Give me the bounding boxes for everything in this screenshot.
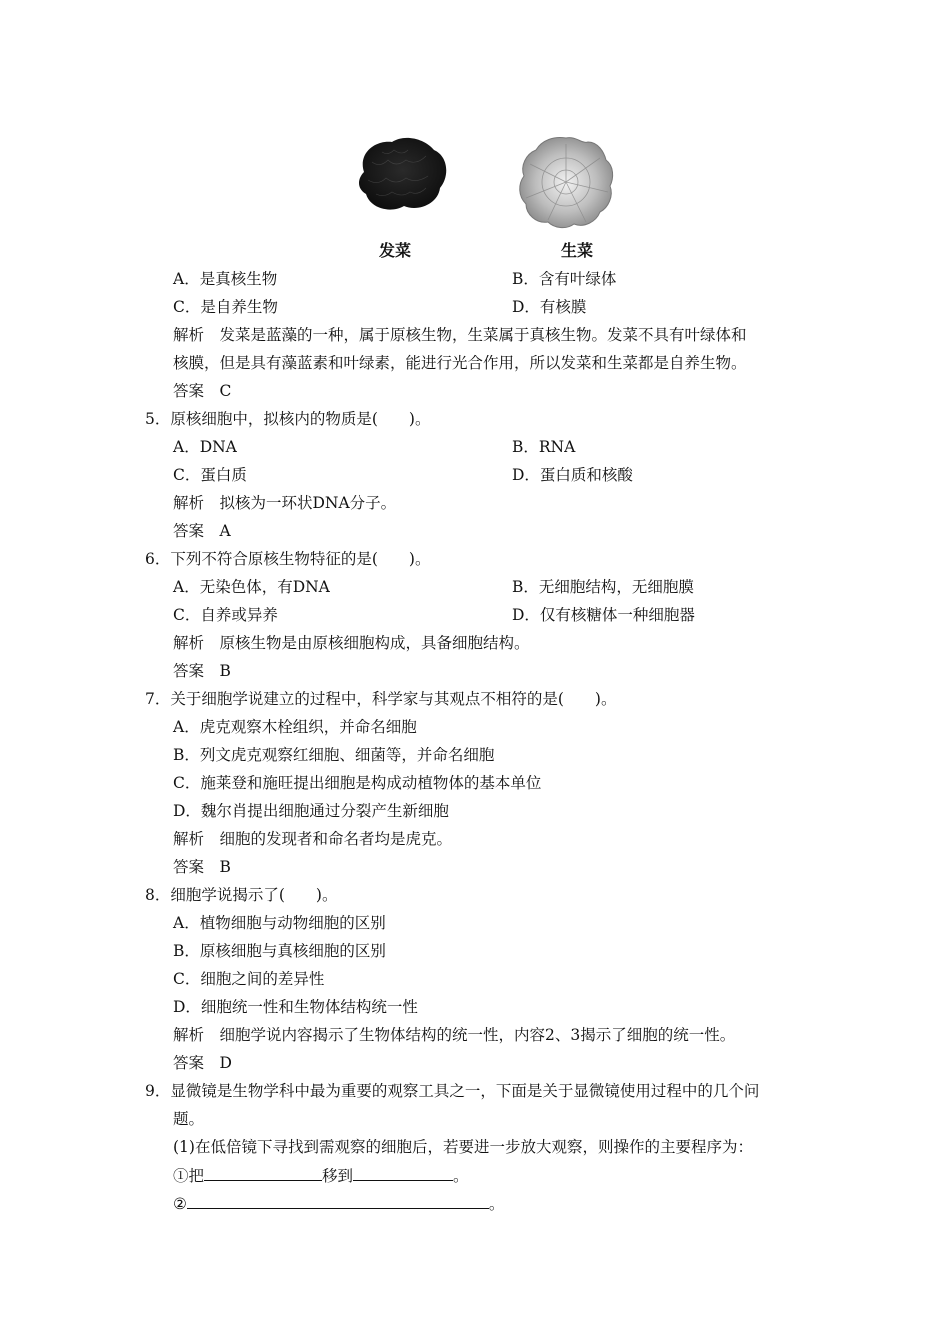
q9-step1-blank-1[interactable] <box>204 1165 322 1181</box>
q9-step2-blank[interactable] <box>187 1193 489 1209</box>
q9-step1-suffix: 。 <box>453 1167 469 1185</box>
q9-sub1: (1)在低倍镜下寻找到需观察的细胞后，若要进一步放大观察，则操作的主要程序为： <box>173 1138 753 1156</box>
q9-step2-prefix: ② <box>173 1195 187 1213</box>
sheng-cai-image <box>516 134 616 230</box>
q4-analysis-line2: 核膜，但是具有藻蓝素和叶绿素，能进行光合作用，所以发菜和生菜都是自养生物。 <box>173 354 747 372</box>
q4-option-a: A．是真核生物 <box>173 270 278 288</box>
q6-option-a: A．无染色体，有DNA <box>173 578 330 596</box>
q8-option-c: C．细胞之间的差异性 <box>173 970 325 988</box>
q8-answer: 答案 D <box>173 1054 232 1072</box>
q9-step2-suffix: 。 <box>488 1195 505 1213</box>
q8-stem: 8．细胞学说揭示了( )。 <box>145 886 338 904</box>
q9-step1-blank-2[interactable] <box>353 1165 453 1181</box>
q6-analysis: 解析 原核生物是由原核细胞构成，具备细胞结构。 <box>173 634 530 652</box>
q8-option-d: D．细胞统一性和生物体结构统一性 <box>173 998 418 1016</box>
q8-analysis: 解析 细胞学说内容揭示了生物体结构的统一性，内容2、3揭示了细胞的统一性。 <box>173 1026 736 1044</box>
q6-stem: 6．下列不符合原核生物特征的是( )。 <box>145 550 431 568</box>
q7-analysis: 解析 细胞的发现者和命名者均是虎克。 <box>173 830 453 848</box>
q6-option-c: C．自养或异养 <box>173 606 278 624</box>
sheng-cai-caption: 生菜 <box>561 241 594 260</box>
fa-cai-image <box>352 132 452 216</box>
q4-option-d: D．有核膜 <box>512 298 587 316</box>
q5-answer: 答案 A <box>173 522 231 540</box>
q6-option-b: B．无细胞结构，无细胞膜 <box>512 578 694 596</box>
q5-analysis: 解析 拟核为一环状DNA分子。 <box>173 494 397 512</box>
q7-option-d: D．魏尔肖提出细胞通过分裂产生新细胞 <box>173 802 449 820</box>
q4-option-b: B．含有叶绿体 <box>512 270 617 288</box>
q5-stem: 5．原核细胞中，拟核内的物质是( )。 <box>145 410 431 428</box>
q7-stem: 7．关于细胞学说建立的过程中，科学家与其观点不相符的是( )。 <box>145 690 617 708</box>
q4-answer: 答案 C <box>173 382 232 400</box>
q6-answer: 答案 B <box>173 662 231 680</box>
q9-step1 <box>173 1165 469 1186</box>
q9-stem-line2: 题。 <box>173 1110 205 1128</box>
q5-option-b: B．RNA <box>512 438 576 456</box>
q7-option-c: C．施莱登和施旺提出细胞是构成动植物体的基本单位 <box>173 774 542 792</box>
q8-option-a: A．植物细胞与动物细胞的区别 <box>173 914 386 932</box>
q9-step1-prefix: ①把 <box>173 1167 205 1185</box>
q6-option-d: D．仅有核糖体一种细胞器 <box>512 606 695 624</box>
q5-option-c: C．蛋白质 <box>173 466 247 484</box>
q9-step1-middle: 移到 <box>322 1167 354 1185</box>
q7-option-b: B．列文虎克观察红细胞、细菌等，并命名细胞 <box>173 746 495 764</box>
q9-step2 <box>173 1193 504 1214</box>
fa-cai-caption: 发菜 <box>379 241 412 260</box>
q4-option-c: C．是自养生物 <box>173 298 278 316</box>
q5-option-d: D．蛋白质和核酸 <box>512 466 633 484</box>
q9-stem-line1: 9．显微镜是生物学科中最为重要的观察工具之一，下面是关于显微镜使用过程中的几个问 <box>145 1082 760 1100</box>
q5-option-a: A．DNA <box>173 438 237 456</box>
q7-option-a: A．虎克观察木栓组织，并命名细胞 <box>173 718 417 736</box>
q4-analysis-line1: 解析 发菜是蓝藻的一种，属于原核生物，生菜属于真核生物。发菜不具有叶绿体和 <box>173 326 747 344</box>
q7-answer: 答案 B <box>173 858 231 876</box>
q8-option-b: B．原核细胞与真核细胞的区别 <box>173 942 386 960</box>
